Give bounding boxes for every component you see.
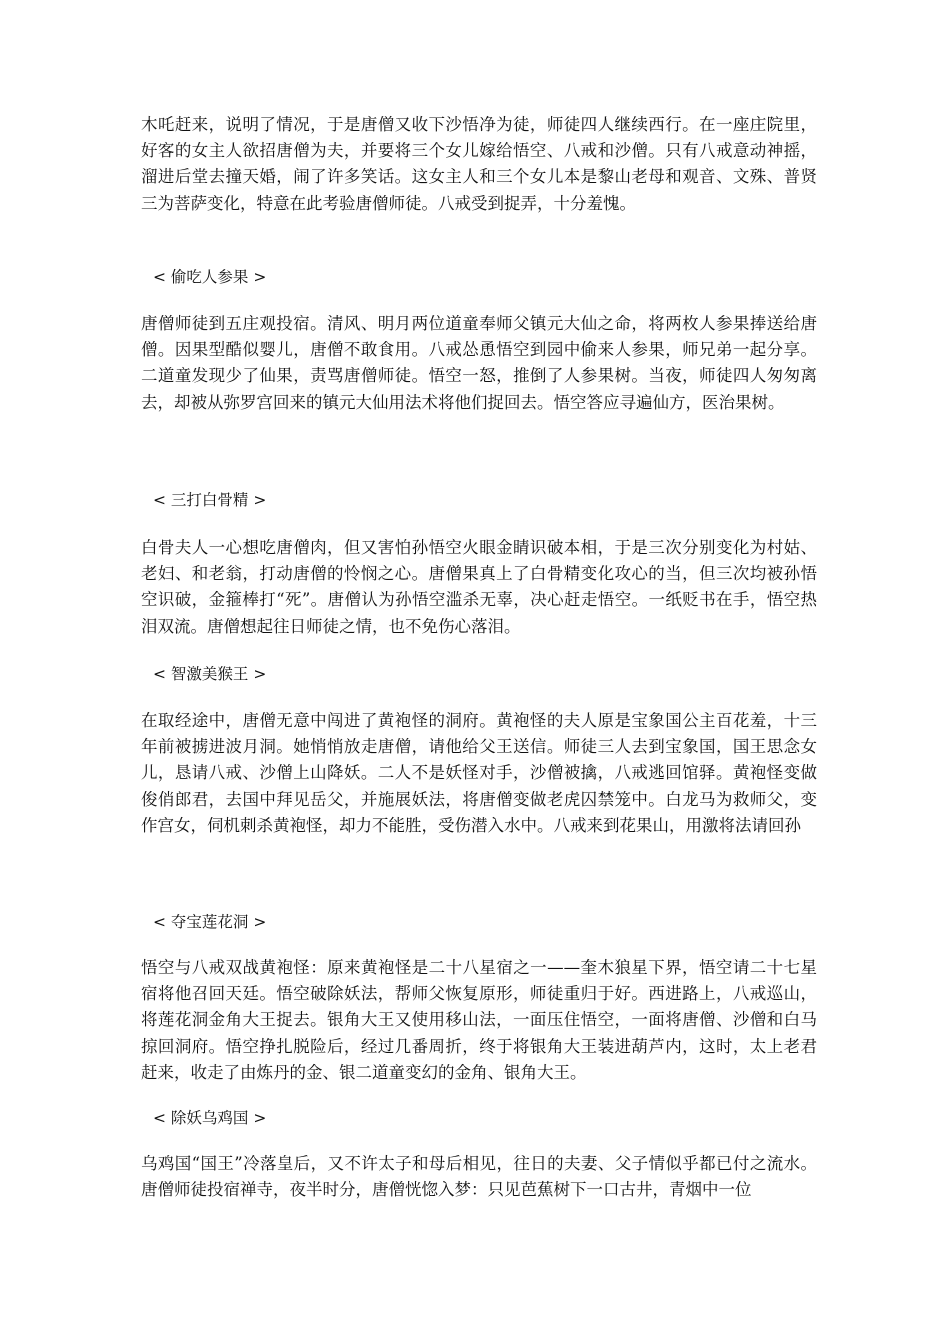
heading-ginseng-fruit: < 偷吃人参果 > <box>153 268 267 286</box>
paragraph-lotus-cave: 悟空与八戒双战黄袍怪：原来黄袍怪是二十八星宿之一——奎木狼星下界，悟空请二十七星宿将他召回天廷。悟空破除妖法，帮师父恢复原形，师徒重归于好。西进路上，八戒巡山，将莲花洞金角大王捉去。银角大王又使用移山法，一面压住悟空，一面将唐僧、沙僧和白马掠回洞府。悟空挣扎脱险后，经过几番周折，终于将银角大王装进葫芦内，这时，太上老君赶来，收走了由炼丹的金、银二道童变幻的金角、银角大王。 <box>141 958 817 1082</box>
paragraph-wuji-kingdom: 乌鸡国“国王”冷落皇后，又不许太子和母后相见，往日的夫妻、父子情似乎都已付之流水。唐僧师徒投宿禅寺，夜半时分，唐僧恍惚入梦：只见芭蕉树下一口古井，青烟中一位 <box>141 1154 817 1200</box>
heading-wuji-kingdom: < 除妖乌鸡国 > <box>153 1109 267 1127</box>
paragraph-intro: 木吒赶来，说明了情况，于是唐僧又收下沙悟净为徒，师徒四人继续西行。在一座庄院里，好客的女主人欲招唐僧为夫，并要将三个女儿嫁给悟空、八戒和沙僧。只有八戒意动神摇，溜进后堂去撞天婚，闹了许多笑话。这女主人和三个女儿本是黎山老母和观音、文殊、普贤三为菩萨变化，特意在此考验唐僧师徒。八戒受到捉弄，十分羞愧。 <box>141 115 817 213</box>
heading-white-bone-demon: < 三打白骨精 > <box>153 491 267 509</box>
paragraph-ginseng-fruit: 唐僧师徒到五庄观投宿。清风、明月两位道童奉师父镇元大仙之命，将两枚人参果捧送给唐僧。因果型酷似婴儿，唐僧不敢食用。八戒怂恿悟空到园中偷来人参果，师兄弟一起分享。二道童发现少了仙果，责骂唐僧师徒。悟空一怒，推倒了人参果树。当夜，师徒四人匆匆离去，却被从弥罗宫回来的镇元大仙用法术将他们捉回去。悟空答应寻遍仙方，医治果树。 <box>141 314 817 412</box>
heading-monkey-king: < 智激美猴王 > <box>153 665 267 683</box>
paragraph-white-bone-demon: 白骨夫人一心想吃唐僧肉，但又害怕孙悟空火眼金睛识破本相，于是三次分别变化为村姑、老妇、和老翁，打动唐僧的怜悯之心。唐僧果真上了白骨精变化攻心的当，但三次均被孙悟空识破，金箍棒打“死”。唐僧认为孙悟空滥杀无辜，决心赶走悟空。一纸贬书在手，悟空热泪双流。唐僧想起往日师徒之情，也不免伤心落泪。 <box>141 538 817 636</box>
paragraph-monkey-king: 在取经途中，唐僧无意中闯进了黄袍怪的洞府。黄袍怪的夫人原是宝象国公主百花羞，十三年前被掳进波月洞。她悄悄放走唐僧，请他给父王送信。师徒三人去到宝象国，国王思念女儿，恳请八戒、沙僧上山降妖。二人不是妖怪对手，沙僧被擒，八戒逃回馆驿。黄袍怪变做俊俏郎君，去国中拜见岳父，并施展妖法，将唐僧变做老虎囚禁笼中。白龙马为救师父，变作宫女，伺机刺杀黄袍怪，却力不能胜，受伤潜入水中。八戒来到花果山，用激将法请回孙 <box>141 711 817 835</box>
heading-lotus-cave: < 夺宝莲花洞 > <box>153 913 267 931</box>
